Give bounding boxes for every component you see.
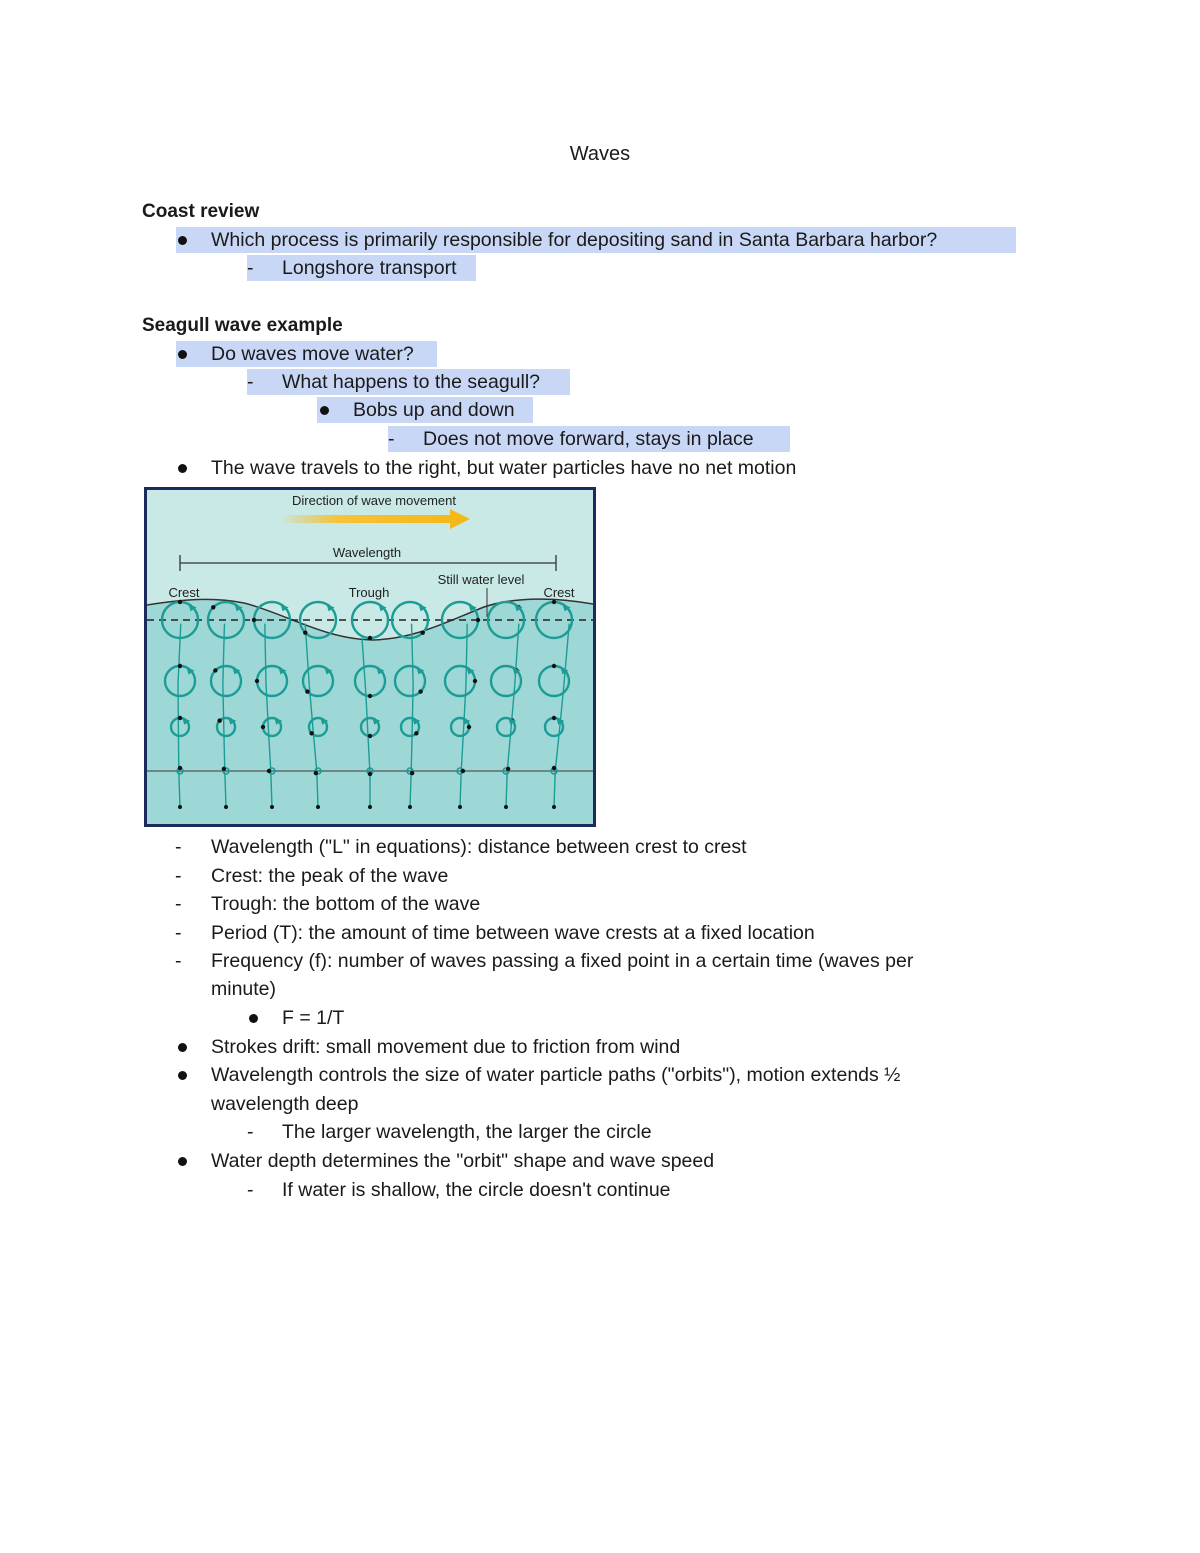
crest-label-left: Crest <box>168 585 200 600</box>
dash-marker: - <box>247 371 254 393</box>
crest-label-right: Crest <box>543 585 575 600</box>
orbit-particle-dot <box>217 718 221 722</box>
orbit-particle-dot <box>421 631 425 635</box>
note-water-depth-sub: If water is shallow, the circle doesn't continue <box>282 1179 671 1201</box>
orbit-particle-dot <box>410 771 414 775</box>
seagull-answer-1: Bobs up and down <box>353 399 515 421</box>
note-water-depth: Water depth determines the "orbit" shape and wave speed <box>211 1150 715 1172</box>
orbit-particle-dot <box>467 725 471 729</box>
orbit-particle-dot <box>213 668 217 672</box>
orbit-particle-dot <box>222 767 226 771</box>
bullet-icon <box>178 1043 187 1052</box>
still-water-label: Still water level <box>437 572 525 587</box>
note-wavelength-cont: wavelength deep <box>211 1093 359 1115</box>
dash-marker: - <box>175 950 182 972</box>
dash-marker: - <box>175 865 182 887</box>
orbit-particle-dot <box>178 716 182 720</box>
orbit-particle-dot <box>506 767 510 771</box>
orbit-particle-dot <box>305 689 309 693</box>
orbit-particle-dot <box>414 731 418 735</box>
orbit-particle-dot <box>255 679 259 683</box>
orbit-particle-dot <box>368 694 372 698</box>
note-strokes-drift: Strokes drift: small movement due to friction from wind <box>211 1036 681 1058</box>
orbit-particle-dot <box>267 769 271 773</box>
definition-period: Period (T): the amount of time between wave crests at a fixed location <box>211 922 815 944</box>
wavelength-label: Wavelength <box>332 545 402 560</box>
orbit-particle-dot <box>552 600 556 604</box>
orbit-particle-dot <box>418 689 422 693</box>
dash-marker: - <box>247 1179 254 1201</box>
orbit-particle-dot <box>476 618 480 622</box>
note-wavelength-sub: The larger wavelength, the larger the circle <box>282 1121 652 1143</box>
bullet-icon <box>178 464 187 473</box>
orbit-particle-dot <box>368 636 372 640</box>
orbit-particle-dot <box>473 679 477 683</box>
dash-marker: - <box>247 1121 254 1143</box>
orbit-particle-dot <box>309 731 313 735</box>
particle-dot <box>316 805 320 809</box>
coast-review-answer: Longshore transport <box>282 257 457 279</box>
orbit-particle-dot <box>178 664 182 668</box>
dash-marker: - <box>175 922 182 944</box>
seagull-question-1: Do waves move water? <box>211 343 414 365</box>
bullet-icon <box>249 1014 258 1023</box>
page-title: Waves <box>569 143 631 165</box>
orbit-particle-dot <box>211 605 215 609</box>
orbit-particle-dot <box>261 725 265 729</box>
trough-label: Trough <box>348 585 390 600</box>
bullet-icon <box>320 406 329 415</box>
orbit-particle-dot <box>368 734 372 738</box>
definition-crest: Crest: the peak of the wave <box>211 865 449 887</box>
dash-marker: - <box>175 893 182 915</box>
bullet-icon <box>178 1157 187 1166</box>
orbit-particle-dot <box>252 618 256 622</box>
dash-marker: - <box>247 257 254 279</box>
formula: F = 1/T <box>282 1007 345 1029</box>
section-heading-seagull: Seagull wave example <box>142 315 343 336</box>
particle-dot <box>224 805 228 809</box>
orbit-particle-dot <box>314 771 318 775</box>
note-wavelength: Wavelength controls the size of water particle paths ("orbits"), motion extends ½ <box>211 1064 901 1086</box>
bullet-icon <box>178 236 187 245</box>
particle-dot <box>270 805 274 809</box>
particle-dot <box>552 805 556 809</box>
orbit-particle-dot <box>368 772 372 776</box>
orbit-particle-dot <box>552 664 556 668</box>
seagull-note: The wave travels to the right, but water particles have no net motion <box>211 457 797 479</box>
orbit-particle-dot <box>303 631 307 635</box>
wave-orbit-diagram <box>144 487 596 827</box>
particle-dot <box>408 805 412 809</box>
orbit-particle-dot <box>552 716 556 720</box>
seagull-answer-2: Does not move forward, stays in place <box>423 428 754 450</box>
definition-wavelength: Wavelength ("L" in equations): distance between crest to crest <box>211 836 747 858</box>
orbit-particle-dot <box>178 766 182 770</box>
direction-label: Direction of wave movement <box>291 493 457 508</box>
bullet-icon <box>178 350 187 359</box>
definition-frequency: Frequency (f): number of waves passing a fixed point in a certain time (waves per <box>211 950 914 972</box>
orbit-particle-dot <box>461 769 465 773</box>
bullet-icon <box>178 1071 187 1080</box>
orbit-particle-dot <box>178 600 182 604</box>
particle-dot <box>178 805 182 809</box>
particle-dot <box>504 805 508 809</box>
seagull-question-2: What happens to the seagull? <box>282 371 541 393</box>
particle-dot <box>368 805 372 809</box>
coast-review-question: Which process is primarily responsible for depositing sand in Santa Barbara harbor? <box>211 229 938 251</box>
dash-marker: - <box>175 836 182 858</box>
dash-marker: - <box>388 428 395 450</box>
section-heading-coast-review: Coast review <box>142 201 260 222</box>
definition-trough: Trough: the bottom of the wave <box>211 893 481 915</box>
particle-dot <box>458 805 462 809</box>
direction-arrow-shaft <box>280 515 450 523</box>
orbit-particle-dot <box>552 766 556 770</box>
definition-frequency-cont: minute) <box>211 978 277 1000</box>
